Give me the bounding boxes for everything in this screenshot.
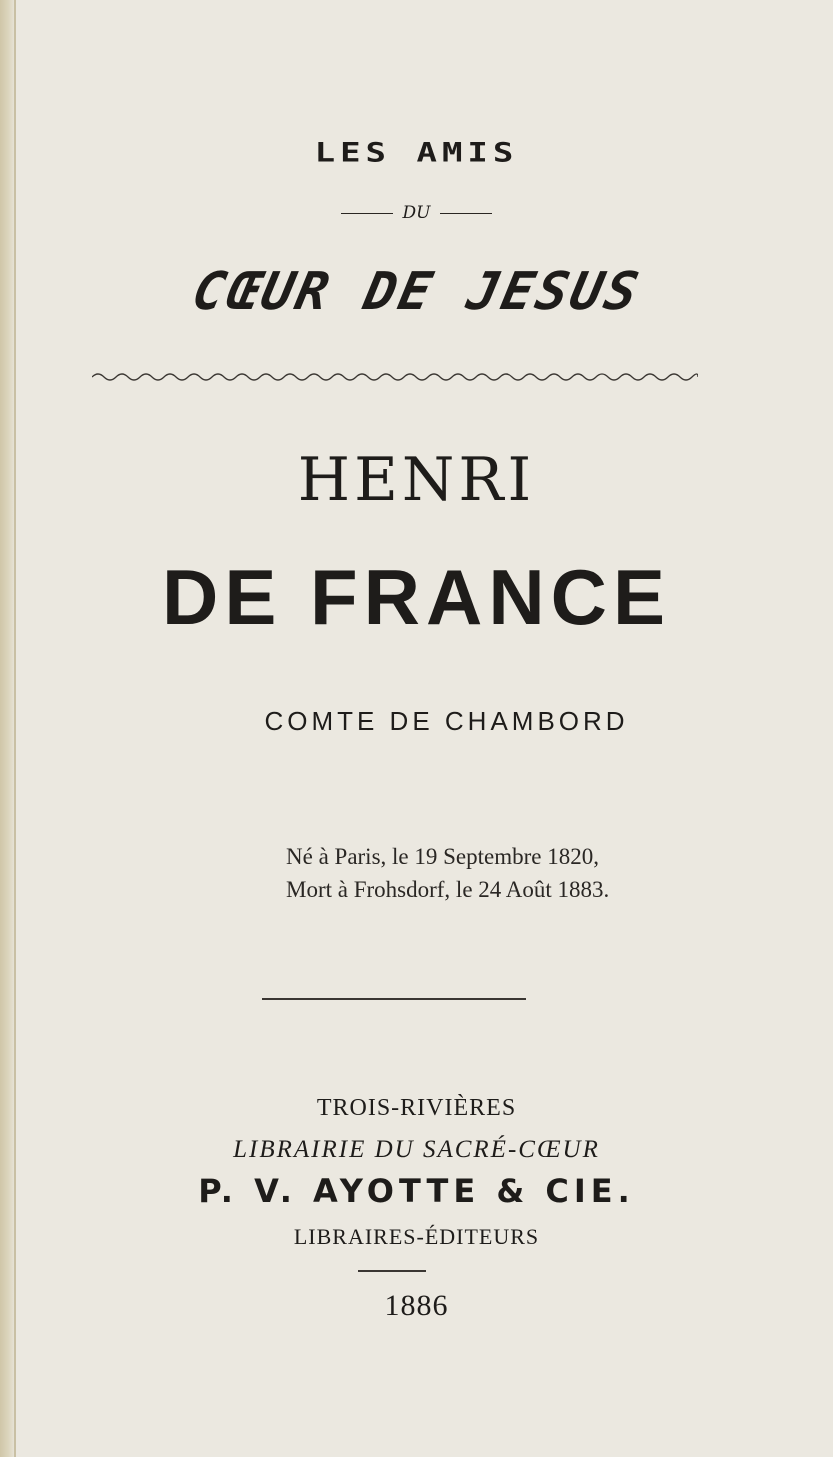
publisher-role: LIBRAIRES-ÉDITEURS [293, 1224, 540, 1249]
name-line-1: HENRI [297, 445, 536, 515]
publisher-name: P. V. AYOTTE & CIE. [198, 1172, 635, 1210]
life-dates [286, 840, 609, 906]
year-rule [358, 1270, 426, 1272]
publication-year: 1886 [384, 1289, 449, 1322]
series-name: CŒUR DE JESUS [187, 262, 646, 322]
death-line: Mort à Frohsdorf, le 24 Août 1883. [286, 877, 610, 902]
library-name: LIBRAIRIE DU SACRÉ-CŒUR [233, 1136, 600, 1163]
series-connector-row [0, 203, 833, 233]
name-line-2: DE FRANCE [161, 553, 671, 641]
section-divider [262, 998, 526, 1000]
wavy-divider [92, 368, 698, 386]
connector-rule-left [341, 213, 393, 214]
subtitle: COMTE DE CHAMBORD [264, 706, 629, 736]
series-connector: DU [402, 203, 431, 223]
connector-rule-right [440, 213, 492, 214]
series-title: LES AMIS [314, 137, 519, 169]
publication-city: TROIS-RIVIÈRES [316, 1095, 517, 1121]
birth-line: Né à Paris, le 19 Septembre 1820, [286, 844, 599, 869]
